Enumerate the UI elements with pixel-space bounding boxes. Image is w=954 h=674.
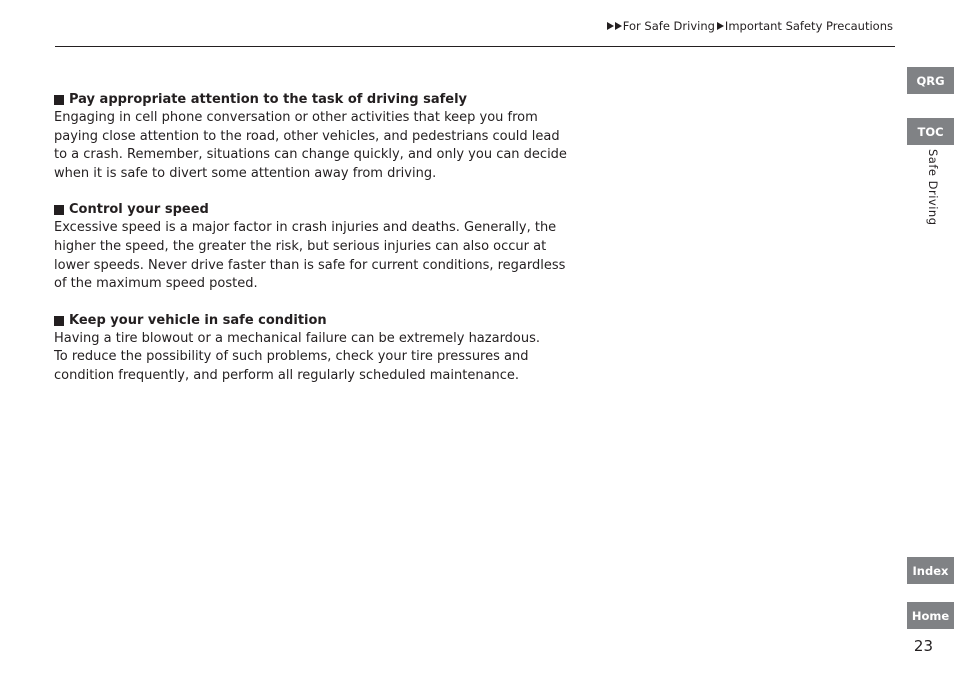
breadcrumb-current-page: Important Safety Precautions [724,19,893,33]
home-button[interactable]: Home [907,602,954,629]
page-number: 23 [913,637,933,655]
section-body [54,109,574,183]
section-title: Keep your vehicle in safe condition [69,312,327,328]
section-heading [54,201,574,219]
paragraph: To reduce the possibility of such problems, check your tire pressures and condition frequently, and perform all regularly scheduled maintenance. [54,349,529,383]
paragraph: Excessive speed is a major factor in crash injuries and deaths. Generally, the higher the speed, the greater the risk, but serious injuries can also occur at lower speeds. Never drive faster than is safe for current conditions, regardless of the maximum speed posted. [54,220,566,292]
main-content [54,91,574,404]
section-title: Control your speed [69,202,209,218]
paragraph: Having a tire blowout or a mechanical failure can be extremely hazardous. [54,330,541,346]
section-vehicle-condition [54,312,574,386]
breadcrumb-arrow-icon [717,22,724,30]
qrg-button[interactable]: QRG [907,67,954,94]
section-heading [54,91,574,109]
section-speed [54,201,574,293]
breadcrumb-arrow-icon [607,22,614,30]
section-attention [54,91,574,183]
breadcrumb-arrow-icon [615,22,622,30]
breadcrumb-link-safe-driving[interactable]: For Safe Driving [622,19,715,33]
chapter-tab-label: Safe Driving [926,149,940,226]
section-title: Pay appropriate attention to the task of driving safely [69,92,468,107]
square-bullet-icon [54,316,64,326]
section-body [54,330,574,386]
square-bullet-icon [54,95,64,105]
header-divider [55,46,895,47]
square-bullet-icon [54,205,64,215]
section-body [54,219,574,293]
toc-button[interactable]: TOC [907,118,954,145]
section-heading [54,312,574,330]
index-button[interactable]: Index [907,557,954,584]
breadcrumb [607,19,895,33]
paragraph: Engaging in cell phone conversation or other activities that keep you from paying close attention to the road, other vehicles, and pedestrians could lead to a crash. Remember, situations can change quickly, and only you can decide when it is safe to divert some attention away from driving. [54,110,567,181]
